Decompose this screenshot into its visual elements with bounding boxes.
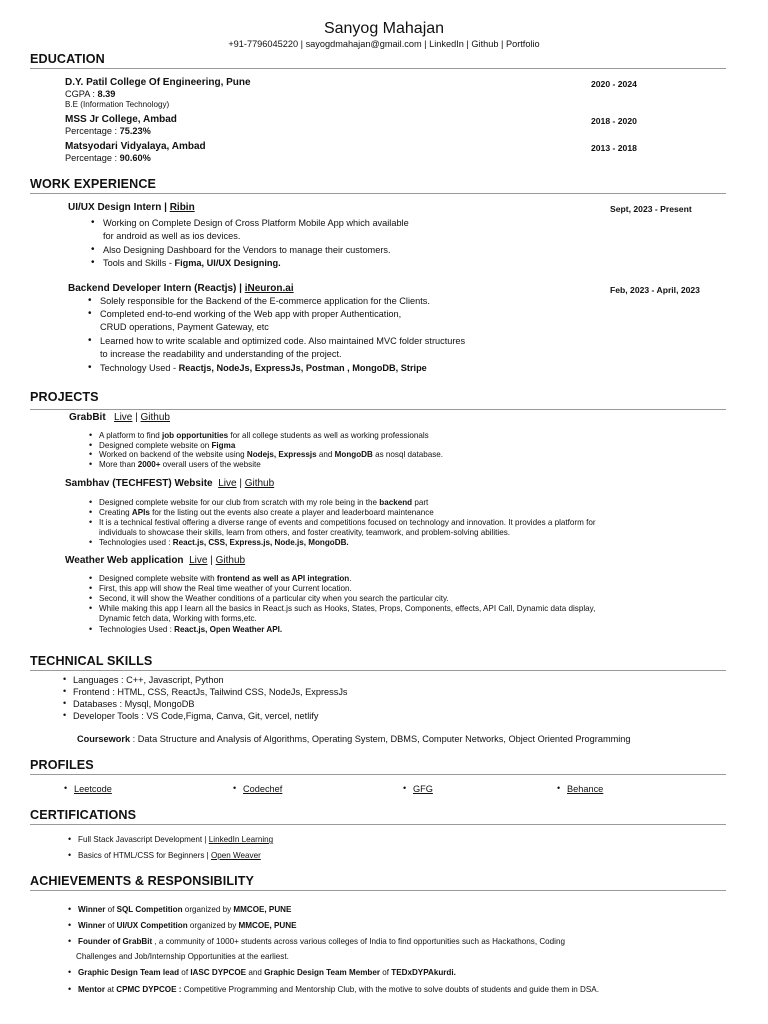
- edu-score: Percentage : 90.60%: [65, 153, 151, 163]
- list-item: • Worked on backend of the website using Nodejs, Expressjs and MongoDB as nosql database.: [99, 450, 443, 459]
- list-item-cont: Dynamic fetch data, Working with forms,etc.: [99, 614, 257, 623]
- candidate-name: Sanyog Mahajan: [323, 20, 445, 37]
- list-item: • First, this app will show the Real time weather of your Current location.: [99, 584, 352, 593]
- portfolio-link[interactable]: Portfolio: [505, 39, 540, 49]
- live-link[interactable]: Live: [218, 478, 237, 489]
- profile-link-behance[interactable]: • Behance: [567, 784, 603, 794]
- list-item: • A platform to find job opportunities for all college students as well as working professionals: [99, 431, 429, 440]
- phone: +91-7796045220: [228, 39, 299, 49]
- job-title: Backend Developer Intern (Reactjs) | iNeuron.ai: [68, 283, 294, 294]
- divider: [30, 68, 726, 69]
- list-item: • Tools and Skills - Figma, UI/UX Designing.: [103, 258, 281, 268]
- list-item: • Designed complete website on Figma: [99, 441, 235, 450]
- list-item: • Designed complete website with frontend as well as API integration.: [99, 574, 352, 583]
- list-item: • Creating APIs for the listing out the events also create a player and leaderboard maintenance: [99, 508, 434, 517]
- divider: [30, 774, 726, 775]
- edu-score: CGPA : 8.39: [65, 89, 116, 99]
- job-title: UI/UX Design Intern | Ribin: [68, 202, 195, 213]
- cert-link[interactable]: Open Weaver: [211, 851, 261, 860]
- section-title-profiles: PROFILES: [30, 758, 94, 772]
- list-item-cont: for android as well as ios devices.: [103, 231, 241, 241]
- email-link[interactable]: sayogdmahajan@gmail.com: [305, 39, 422, 49]
- skill-line: • Developer Tools : VS Code,Figma, Canva, Git, vercel, netlify: [73, 711, 318, 721]
- list-item: • Working on Complete Design of Cross Platform Mobile App which available: [103, 218, 409, 228]
- section-title-achievements: ACHIEVEMENTS & RESPONSIBILITY: [30, 874, 255, 888]
- cert-item: • Basics of HTML/CSS for Beginners | Open Weaver: [78, 851, 261, 860]
- company-link[interactable]: Ribin: [169, 202, 195, 213]
- achievement-item: • Mentor at CPMC DYPCOE : Competitive Programming and Mentorship Club, with the motive to solve doubts of students and guide them in DSA.: [78, 985, 599, 994]
- edu-degree: B.E (Information Technology): [65, 100, 170, 109]
- achievement-item: • Founder of GrabBit , a community of 1000+ students across various colleges of India to find opportunities such as Hackathons, Coding: [78, 937, 565, 946]
- edu-school: MSS Jr College, Ambad: [65, 114, 177, 125]
- list-item: • It is a technical festival offering a diverse range of events and competitions focused on technology and innovation. It provides a platform for: [99, 518, 596, 527]
- list-item: • Completed end-to-end working of the Web app with proper Authentication,: [100, 309, 401, 319]
- live-link[interactable]: Live: [114, 412, 133, 423]
- job-dates: Feb, 2023 - April, 2023: [610, 285, 700, 295]
- project-title: GrabBit Live | Github: [69, 412, 170, 423]
- list-item: • Technology Used - Reactjs, NodeJs, ExpressJs, Postman , MongoDB, Stripe: [100, 363, 427, 373]
- company-link[interactable]: iNeuron.ai: [244, 283, 294, 294]
- edu-score: Percentage : 75.23%: [65, 126, 151, 136]
- edu-dates: 2018 - 2020: [591, 116, 637, 126]
- github-link[interactable]: Github: [244, 478, 275, 489]
- edu-dates: 2013 - 2018: [591, 143, 637, 153]
- edu-dates: 2020 - 2024: [591, 79, 637, 89]
- skill-line: • Databases : Mysql, MongoDB: [73, 699, 195, 709]
- contact-line: +91-7796045220 | sayogdmahajan@gmail.com | LinkedIn | Github | Portfolio: [228, 39, 540, 49]
- list-item-cont: CRUD operations, Payment Gateway, etc: [100, 322, 269, 332]
- section-title-education: EDUCATION: [30, 52, 105, 66]
- section-title-certifications: CERTIFICATIONS: [30, 808, 137, 822]
- coursework: Coursework : Data Structure and Analysis of Algorithms, Operating System, DBMS, Computer Networks, Object Oriented Programming: [77, 734, 631, 744]
- list-item: • While making this app I learn all the basics in React.js such as Hooks, States, Props, Components, effects, API Call, Dynamic data display,: [99, 604, 595, 613]
- list-item: • More than 2000+ overall users of the website: [99, 460, 261, 469]
- list-item: • Designed complete website for our club from scratch with my role being in the backend part: [99, 498, 428, 507]
- github-link[interactable]: Github: [471, 39, 499, 49]
- live-link[interactable]: Live: [189, 555, 208, 566]
- edu-school: Matsyodari Vidyalaya, Ambad: [65, 141, 206, 152]
- github-link[interactable]: Github: [140, 412, 170, 423]
- section-title-work: WORK EXPERIENCE: [30, 177, 157, 191]
- list-item: • Also Designing Dashboard for the Vendors to manage their customers.: [103, 245, 391, 255]
- list-item: • Technologies used : React.js, CSS, Express.js, Node.js, MongoDB.: [99, 538, 349, 547]
- divider: [30, 824, 726, 825]
- divider: [30, 670, 726, 671]
- achievement-item-cont: Challenges and Job/Internship Opportunities at the earliest.: [76, 952, 289, 961]
- list-item: • Learned how to write scalable and optimized code. Also maintained MVC folder structures: [100, 336, 465, 346]
- divider: [30, 409, 726, 410]
- section-title-projects: PROJECTS: [30, 390, 99, 404]
- profile-link-gfg[interactable]: • GFG: [413, 784, 433, 794]
- cert-link[interactable]: LinkedIn Learning: [208, 835, 274, 844]
- job-dates: Sept, 2023 - Present: [610, 204, 692, 214]
- list-item: • Solely responsible for the Backend of the E-commerce application for the Clients.: [100, 296, 430, 306]
- divider: [30, 890, 726, 891]
- achievement-item: • Graphic Design Team lead of IASC DYPCOE and Graphic Design Team Member of TEDxDYPAkurdi.: [78, 968, 456, 977]
- list-item-cont: individuals to showcase their skills, learn from others, and foster creativity, teamwork, and problem-solving abilities.: [99, 528, 511, 537]
- github-link[interactable]: Github: [215, 555, 246, 566]
- edu-school: D.Y. Patil College Of Engineering, Pune: [65, 77, 251, 88]
- profile-link-codechef[interactable]: • Codechef: [243, 784, 282, 794]
- project-title: Sambhav (TECHFEST) Website Live | Github: [65, 478, 275, 489]
- section-title-skills: TECHNICAL SKILLS: [30, 654, 153, 668]
- list-item: • Second, it will show the Weather conditions of a particular city when you search the particular city.: [99, 594, 449, 603]
- cert-item: • Full Stack Javascript Development | LinkedIn Learning: [78, 835, 273, 844]
- linkedin-link[interactable]: LinkedIn: [429, 39, 464, 49]
- skill-line: • Languages : C++, Javascript, Python: [73, 675, 224, 685]
- divider: [30, 193, 726, 194]
- project-title: Weather Web application Live | Github: [65, 555, 246, 566]
- list-item-cont: to increase the readability and understanding of the project.: [100, 349, 342, 359]
- profile-link-leetcode[interactable]: • Leetcode: [74, 784, 112, 794]
- achievement-item: • Winner of SQL Competition organized by MMCOE, PUNE: [78, 905, 291, 914]
- list-item: • Technologies Used : React.js, Open Weather API.: [99, 625, 282, 634]
- skill-line: • Frontend : HTML, CSS, ReactJs, Tailwind CSS, NodeJs, ExpressJs: [73, 687, 348, 697]
- achievement-item: • Winner of UI/UX Competition organized by MMCOE, PUNE: [78, 921, 297, 930]
